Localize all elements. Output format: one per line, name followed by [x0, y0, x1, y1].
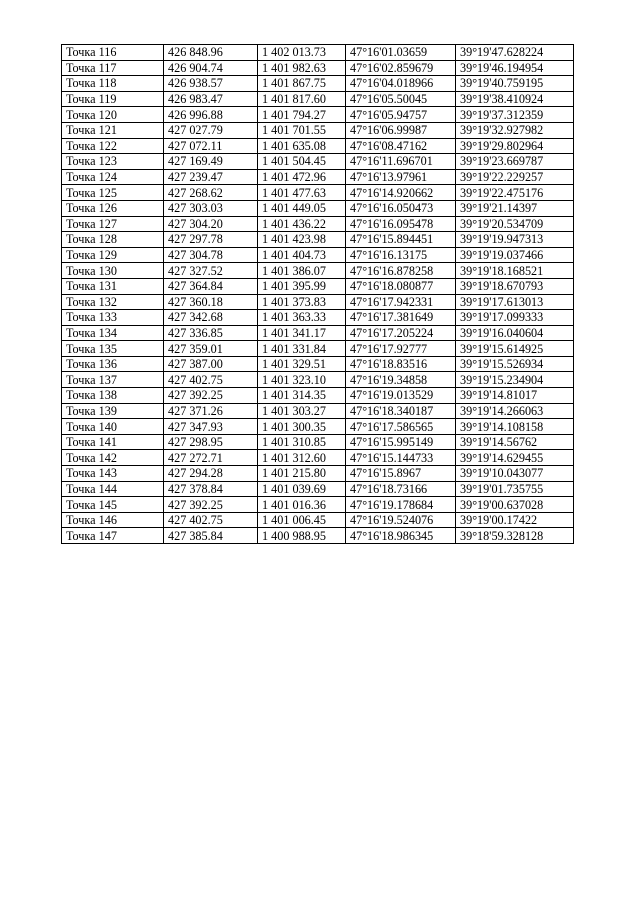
x-coordinate-cell: 426 904.74 [164, 60, 258, 76]
y-coordinate-cell: 1 401 373.83 [258, 294, 346, 310]
table-row [62, 403, 574, 419]
longitude-cell: 39°19'17.099333 [456, 310, 574, 326]
x-coordinate-cell: 427 072.11 [164, 138, 258, 154]
longitude-cell: 39°18'59.328128 [456, 528, 574, 544]
longitude-cell: 39°19'20.534709 [456, 216, 574, 232]
x-coordinate-cell: 427 303.03 [164, 200, 258, 216]
latitude-cell: 47°16'17.381649 [346, 310, 456, 326]
table-row [62, 45, 574, 61]
longitude-cell: 39°19'15.526934 [456, 356, 574, 372]
table-row [62, 263, 574, 279]
latitude-cell: 47°16'19.178684 [346, 497, 456, 513]
x-coordinate-cell: 427 327.52 [164, 263, 258, 279]
longitude-cell: 39°19'22.229257 [456, 169, 574, 185]
latitude-cell: 47°16'19.013529 [346, 388, 456, 404]
point-name-cell: Точка 128 [62, 232, 164, 248]
table-row [62, 528, 574, 544]
longitude-cell: 39°19'14.629455 [456, 450, 574, 466]
table-row [62, 294, 574, 310]
x-coordinate-cell: 427 169.49 [164, 154, 258, 170]
y-coordinate-cell: 1 401 395.99 [258, 278, 346, 294]
table-row [62, 232, 574, 248]
x-coordinate-cell: 427 268.62 [164, 185, 258, 201]
longitude-cell: 39°19'14.81017 [456, 388, 574, 404]
y-coordinate-cell: 1 401 323.10 [258, 372, 346, 388]
x-coordinate-cell: 427 304.78 [164, 247, 258, 263]
x-coordinate-cell: 427 371.26 [164, 403, 258, 419]
table-row [62, 325, 574, 341]
point-name-cell: Точка 137 [62, 372, 164, 388]
longitude-cell: 39°19'29.802964 [456, 138, 574, 154]
point-name-cell: Точка 133 [62, 310, 164, 326]
x-coordinate-cell: 427 385.84 [164, 528, 258, 544]
longitude-cell: 39°19'15.234904 [456, 372, 574, 388]
latitude-cell: 47°16'17.205224 [346, 325, 456, 341]
table-row [62, 278, 574, 294]
latitude-cell: 47°16'05.50045 [346, 91, 456, 107]
latitude-cell: 47°16'04.018966 [346, 76, 456, 92]
longitude-cell: 39°19'18.670793 [456, 278, 574, 294]
y-coordinate-cell: 1 401 039.69 [258, 481, 346, 497]
table-row [62, 388, 574, 404]
table-row [62, 310, 574, 326]
longitude-cell: 39°19'32.927982 [456, 122, 574, 138]
x-coordinate-cell: 427 298.95 [164, 434, 258, 450]
point-name-cell: Точка 138 [62, 388, 164, 404]
longitude-cell: 39°19'21.14397 [456, 200, 574, 216]
y-coordinate-cell: 1 401 504.45 [258, 154, 346, 170]
point-name-cell: Точка 130 [62, 263, 164, 279]
point-name-cell: Точка 122 [62, 138, 164, 154]
y-coordinate-cell: 1 401 016.36 [258, 497, 346, 513]
table-row [62, 169, 574, 185]
table-row [62, 434, 574, 450]
x-coordinate-cell: 426 938.57 [164, 76, 258, 92]
point-name-cell: Точка 124 [62, 169, 164, 185]
longitude-cell: 39°19'47.628224 [456, 45, 574, 61]
latitude-cell: 47°16'06.99987 [346, 122, 456, 138]
x-coordinate-cell: 427 304.20 [164, 216, 258, 232]
point-name-cell: Точка 116 [62, 45, 164, 61]
point-name-cell: Точка 147 [62, 528, 164, 544]
longitude-cell: 39°19'15.614925 [456, 341, 574, 357]
latitude-cell: 47°16'19.524076 [346, 512, 456, 528]
x-coordinate-cell: 427 402.75 [164, 372, 258, 388]
point-name-cell: Точка 144 [62, 481, 164, 497]
table-row [62, 122, 574, 138]
latitude-cell: 47°16'17.586565 [346, 419, 456, 435]
y-coordinate-cell: 1 401 006.45 [258, 512, 346, 528]
x-coordinate-cell: 427 402.75 [164, 512, 258, 528]
x-coordinate-cell: 427 392.25 [164, 388, 258, 404]
point-name-cell: Точка 117 [62, 60, 164, 76]
longitude-cell: 39°19'16.040604 [456, 325, 574, 341]
table-row [62, 185, 574, 201]
point-name-cell: Точка 126 [62, 200, 164, 216]
table-row [62, 200, 574, 216]
latitude-cell: 47°16'18.73166 [346, 481, 456, 497]
y-coordinate-cell: 1 401 867.75 [258, 76, 346, 92]
point-name-cell: Точка 132 [62, 294, 164, 310]
latitude-cell: 47°16'18.340187 [346, 403, 456, 419]
longitude-cell: 39°19'37.312359 [456, 107, 574, 123]
x-coordinate-cell: 427 027.79 [164, 122, 258, 138]
x-coordinate-cell: 427 359.01 [164, 341, 258, 357]
longitude-cell: 39°19'23.669787 [456, 154, 574, 170]
x-coordinate-cell: 427 387.00 [164, 356, 258, 372]
longitude-cell: 39°19'00.637028 [456, 497, 574, 513]
point-name-cell: Точка 139 [62, 403, 164, 419]
table-row [62, 419, 574, 435]
latitude-cell: 47°16'16.13175 [346, 247, 456, 263]
latitude-cell: 47°16'11.696701 [346, 154, 456, 170]
longitude-cell: 39°19'46.194954 [456, 60, 574, 76]
latitude-cell: 47°16'05.94757 [346, 107, 456, 123]
point-name-cell: Точка 145 [62, 497, 164, 513]
x-coordinate-cell: 427 347.93 [164, 419, 258, 435]
y-coordinate-cell: 1 401 817.60 [258, 91, 346, 107]
y-coordinate-cell: 1 401 635.08 [258, 138, 346, 154]
x-coordinate-cell: 427 297.78 [164, 232, 258, 248]
y-coordinate-cell: 1 401 436.22 [258, 216, 346, 232]
y-coordinate-cell: 1 401 303.27 [258, 403, 346, 419]
latitude-cell: 47°16'15.995149 [346, 434, 456, 450]
point-name-cell: Точка 141 [62, 434, 164, 450]
longitude-cell: 39°19'14.108158 [456, 419, 574, 435]
point-name-cell: Точка 120 [62, 107, 164, 123]
y-coordinate-cell: 1 400 988.95 [258, 528, 346, 544]
latitude-cell: 47°16'16.878258 [346, 263, 456, 279]
point-name-cell: Точка 140 [62, 419, 164, 435]
x-coordinate-cell: 427 364.84 [164, 278, 258, 294]
y-coordinate-cell: 1 401 982.63 [258, 60, 346, 76]
x-coordinate-cell: 426 996.88 [164, 107, 258, 123]
x-coordinate-cell: 426 848.96 [164, 45, 258, 61]
longitude-cell: 39°19'38.410924 [456, 91, 574, 107]
latitude-cell: 47°16'18.986345 [346, 528, 456, 544]
y-coordinate-cell: 1 401 310.85 [258, 434, 346, 450]
x-coordinate-cell: 427 294.28 [164, 466, 258, 482]
latitude-cell: 47°16'19.34858 [346, 372, 456, 388]
table-row [62, 247, 574, 263]
y-coordinate-cell: 1 401 472.96 [258, 169, 346, 185]
latitude-cell: 47°16'18.080877 [346, 278, 456, 294]
point-name-cell: Точка 146 [62, 512, 164, 528]
point-name-cell: Точка 131 [62, 278, 164, 294]
latitude-cell: 47°16'18.83516 [346, 356, 456, 372]
table-row [62, 216, 574, 232]
table-row [62, 60, 574, 76]
y-coordinate-cell: 1 401 423.98 [258, 232, 346, 248]
latitude-cell: 47°16'17.92777 [346, 341, 456, 357]
table-row [62, 138, 574, 154]
table-row [62, 512, 574, 528]
x-coordinate-cell: 427 360.18 [164, 294, 258, 310]
longitude-cell: 39°19'10.043077 [456, 466, 574, 482]
longitude-cell: 39°19'18.168521 [456, 263, 574, 279]
point-name-cell: Точка 123 [62, 154, 164, 170]
y-coordinate-cell: 1 402 013.73 [258, 45, 346, 61]
longitude-cell: 39°19'00.17422 [456, 512, 574, 528]
x-coordinate-cell: 427 272.71 [164, 450, 258, 466]
y-coordinate-cell: 1 401 300.35 [258, 419, 346, 435]
x-coordinate-cell: 427 342.68 [164, 310, 258, 326]
x-coordinate-cell: 427 378.84 [164, 481, 258, 497]
table-row [62, 91, 574, 107]
x-coordinate-cell: 427 336.85 [164, 325, 258, 341]
table-row [62, 76, 574, 92]
longitude-cell: 39°19'22.475176 [456, 185, 574, 201]
latitude-cell: 47°16'15.894451 [346, 232, 456, 248]
y-coordinate-cell: 1 401 794.27 [258, 107, 346, 123]
table-row [62, 372, 574, 388]
latitude-cell: 47°16'15.144733 [346, 450, 456, 466]
point-name-cell: Точка 134 [62, 325, 164, 341]
latitude-cell: 47°16'14.920662 [346, 185, 456, 201]
longitude-cell: 39°19'01.735755 [456, 481, 574, 497]
longitude-cell: 39°19'19.037466 [456, 247, 574, 263]
y-coordinate-cell: 1 401 314.35 [258, 388, 346, 404]
longitude-cell: 39°19'17.613013 [456, 294, 574, 310]
coordinates-table [61, 44, 574, 544]
longitude-cell: 39°19'40.759195 [456, 76, 574, 92]
x-coordinate-cell: 427 392.25 [164, 497, 258, 513]
table-row [62, 466, 574, 482]
table-row [62, 497, 574, 513]
table-row [62, 450, 574, 466]
y-coordinate-cell: 1 401 477.63 [258, 185, 346, 201]
table-row [62, 107, 574, 123]
y-coordinate-cell: 1 401 329.51 [258, 356, 346, 372]
latitude-cell: 47°16'16.095478 [346, 216, 456, 232]
y-coordinate-cell: 1 401 331.84 [258, 341, 346, 357]
latitude-cell: 47°16'15.8967 [346, 466, 456, 482]
point-name-cell: Точка 125 [62, 185, 164, 201]
x-coordinate-cell: 426 983.47 [164, 91, 258, 107]
y-coordinate-cell: 1 401 386.07 [258, 263, 346, 279]
point-name-cell: Точка 129 [62, 247, 164, 263]
longitude-cell: 39°19'14.266063 [456, 403, 574, 419]
table-row [62, 356, 574, 372]
point-name-cell: Точка 142 [62, 450, 164, 466]
latitude-cell: 47°16'08.47162 [346, 138, 456, 154]
latitude-cell: 47°16'02.859679 [346, 60, 456, 76]
point-name-cell: Точка 135 [62, 341, 164, 357]
y-coordinate-cell: 1 401 363.33 [258, 310, 346, 326]
coordinates-table-body [62, 45, 574, 544]
point-name-cell: Точка 121 [62, 122, 164, 138]
table-row [62, 481, 574, 497]
table-row [62, 341, 574, 357]
point-name-cell: Точка 119 [62, 91, 164, 107]
y-coordinate-cell: 1 401 215.80 [258, 466, 346, 482]
y-coordinate-cell: 1 401 404.73 [258, 247, 346, 263]
latitude-cell: 47°16'01.03659 [346, 45, 456, 61]
table-row [62, 154, 574, 170]
latitude-cell: 47°16'17.942331 [346, 294, 456, 310]
point-name-cell: Точка 127 [62, 216, 164, 232]
point-name-cell: Точка 136 [62, 356, 164, 372]
y-coordinate-cell: 1 401 449.05 [258, 200, 346, 216]
y-coordinate-cell: 1 401 341.17 [258, 325, 346, 341]
latitude-cell: 47°16'16.050473 [346, 200, 456, 216]
y-coordinate-cell: 1 401 312.60 [258, 450, 346, 466]
longitude-cell: 39°19'19.947313 [456, 232, 574, 248]
point-name-cell: Точка 118 [62, 76, 164, 92]
latitude-cell: 47°16'13.97961 [346, 169, 456, 185]
y-coordinate-cell: 1 401 701.55 [258, 122, 346, 138]
longitude-cell: 39°19'14.56762 [456, 434, 574, 450]
x-coordinate-cell: 427 239.47 [164, 169, 258, 185]
point-name-cell: Точка 143 [62, 466, 164, 482]
